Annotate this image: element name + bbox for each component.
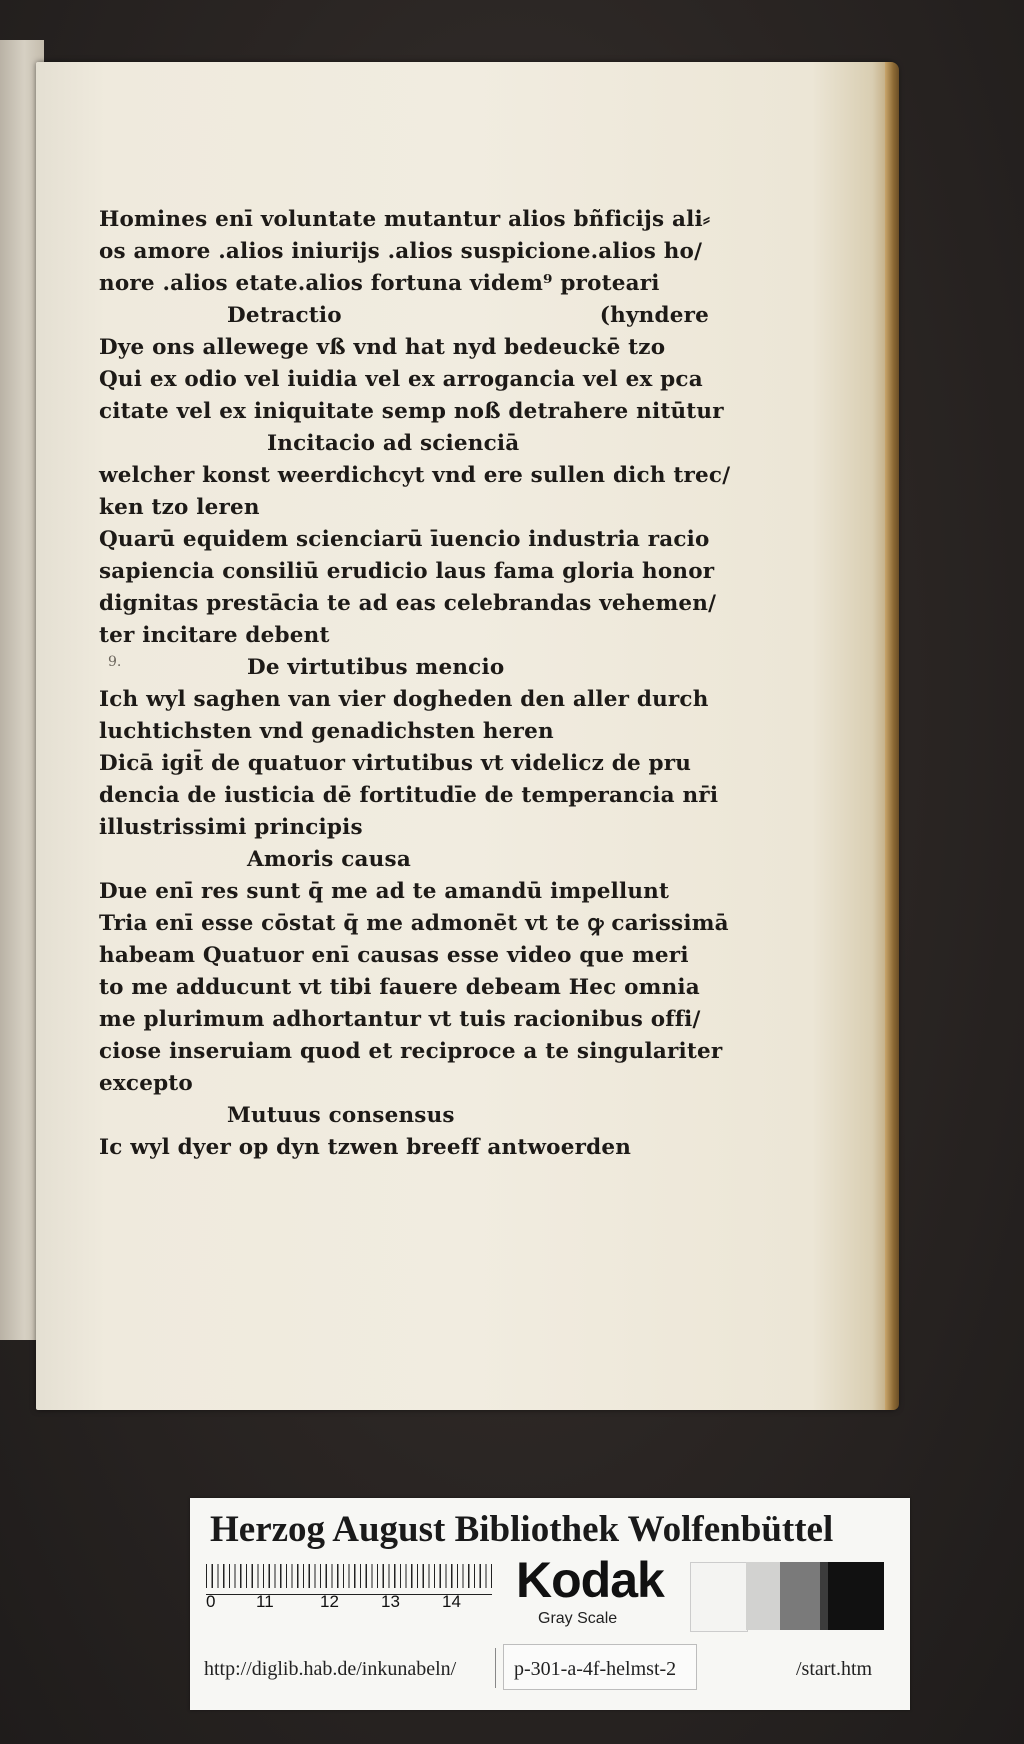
text-line: Dicā igit̄ de quatuor virtutibus vt videlicz de pru [99,751,692,776]
kodak-logo: Kodak [516,1552,664,1608]
gray-swatch-mid [780,1562,820,1630]
catchword-hyndere: (hyndere [599,303,709,328]
text-line: to me adducunt vt tibi fauere debeam Hec omnia [99,975,700,1000]
text-line: sapiencia consiliū erudicio laus fama gloria honor [99,559,715,584]
text-line: welcher konst weerdichcyt vnd ere sullen dich trec/ [99,463,731,488]
gray-swatch-light [746,1562,780,1630]
text-line: excepto [99,1071,193,1096]
text-line: Qui ex odio vel iuidia vel ex arrogancia vel ex pca [99,367,703,392]
text-line: ken tzo leren [99,495,260,520]
url-left: http://diglib.hab.de/inkunabeln/ [204,1658,457,1680]
margin-mark: 9. [108,654,122,670]
text-line: me plurimum adhortantur vt tuis racionibus offi/ [99,1007,701,1032]
text-line: ter incitare debent [99,623,330,648]
page-text-block [99,204,731,1164]
text-line: Homines enī voluntate mutantur alios bñficijs ali⸗ [99,207,711,232]
text-line: citate vel ex iniquitate semp noß detrahere nitūtur [99,399,724,424]
ruler-number: 11 [256,1592,274,1611]
library-title: Herzog August Bibliothek Wolfenbüttel [210,1509,834,1550]
ruler-number: 14 [442,1592,461,1611]
ruler-number: 12 [320,1592,339,1611]
text-line: dignitas prestācia te ad eas celebrandas vehemen/ [99,591,717,616]
url-right: /start.htm [796,1658,873,1680]
text-line: Tria enī esse cōstat q̄ me admonēt vt te ꝙ carissimā [99,911,729,936]
heading-line [99,300,709,332]
gray-swatch-white [690,1562,748,1632]
text-line: os amore .alios iniurijs .alios suspicione.alios ho/ [99,239,703,264]
text-line: nore .alios etate.alios fortuna videm⁹ proteari [99,271,660,296]
gray-swatch-black [828,1562,884,1630]
text-line: Due enī res sunt q̄ me ad te amandū impellunt [99,879,670,904]
text-line: Ich wyl saghen van vier dogheden den aller durch [99,687,709,712]
archive-label [190,1498,910,1710]
text-line: habeam Quatuor enī causas esse video que meri [99,943,689,968]
url-id: p-301-a-4f-helmst-2 [514,1658,677,1680]
ruler-ticks [206,1564,492,1588]
ruler-number: 13 [381,1592,400,1611]
section-heading: Amoris causa [247,847,411,872]
section-heading: Incitacio ad scienciā [267,431,520,456]
ruler-number: 0 [206,1592,216,1611]
text-line: Quarū equidem scienciarū īuencio industria racio [99,527,710,552]
ruler-scale [206,1560,492,1612]
section-heading: Mutuus consensus [227,1103,455,1128]
text-line: Dye ons allewege vß vnd hat nyd bedeuckē tzo [99,335,666,360]
text-line: Ic wyl dyer op dyn tzwen breeff antwoerden [99,1135,632,1160]
gray-scale-caption: Gray Scale [538,1610,618,1627]
text-line: dencia de iusticia dē fortitudīe de temperancia nr̄i [99,783,719,808]
gray-swatch-dark [820,1562,828,1630]
label-divider [495,1648,496,1688]
page-fore-edge [885,62,899,1410]
heading-detractio: Detractio [227,303,342,328]
section-heading: De virtutibus mencio [247,655,505,680]
text-line: ciose inseruiam quod et reciproce a te singulariter [99,1039,723,1064]
text-line: luchtichsten vnd genadichsten heren [99,719,554,744]
text-line: illustrissimi principis [99,815,363,840]
